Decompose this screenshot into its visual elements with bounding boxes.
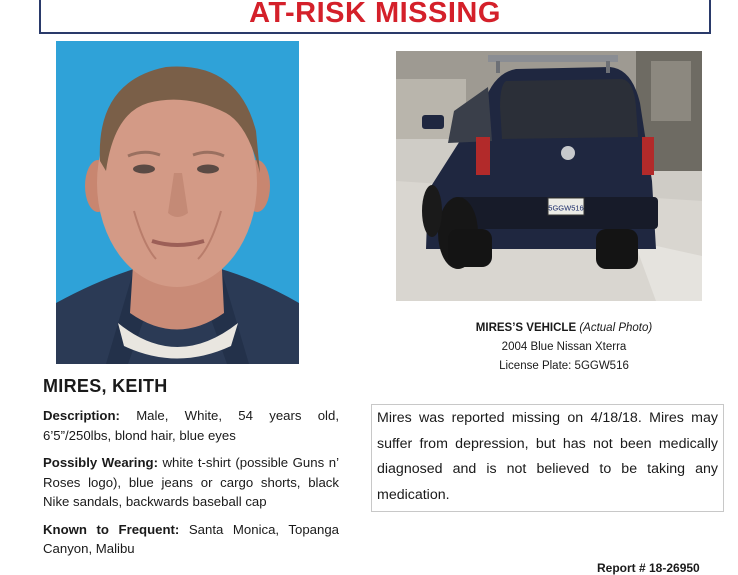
description-label: Description: — [43, 408, 120, 423]
wearing-label: Possibly Wearing: — [43, 455, 158, 470]
vehicle-license-plate: License Plate: 5GGW516 — [499, 360, 629, 372]
description-text: Male, White, 54 years old, 6’5”/250lbs, blond hair, blue eyes — [43, 408, 339, 443]
missing-person-photo — [56, 41, 299, 364]
frequent-paragraph — [43, 520, 339, 559]
vehicle-caption-note: (Actual Photo) — [579, 322, 653, 334]
vehicle-caption-title-line — [396, 319, 732, 338]
vehicle-caption-title: MIRES’S VEHICLE — [475, 322, 577, 334]
vehicle-model: 2004 Blue Nissan Xterra — [501, 341, 627, 353]
frequent-text: Santa Monica, Topanga Canyon, Malibu — [43, 521, 340, 556]
vehicle-photo — [396, 51, 702, 301]
person-details — [43, 406, 339, 567]
frequent-label: Known to Frequent: — [43, 521, 180, 537]
person-name: MIRES, KEITH — [43, 376, 168, 396]
description-paragraph — [43, 406, 339, 445]
report-number: Report # 18-26950 — [597, 561, 700, 575]
notice-box — [371, 404, 724, 512]
notice-text: Mires was reported missing on 4/18/18. Mires may suffer from depression, but has not been medically diagnosed and is not believed to be taking any medication. — [377, 410, 718, 503]
page-title: AT-RISK MISSING — [249, 0, 501, 29]
vehicle-caption — [396, 319, 732, 376]
license-plate-text: 5GGW516 — [548, 203, 584, 213]
wearing-text: white t-shirt (possible Guns n’ Roses logo), blue jeans or cargo shorts, black Nike sandals, backwards baseball cap — [43, 455, 339, 509]
wearing-paragraph — [43, 453, 339, 512]
title-banner — [39, 0, 711, 34]
